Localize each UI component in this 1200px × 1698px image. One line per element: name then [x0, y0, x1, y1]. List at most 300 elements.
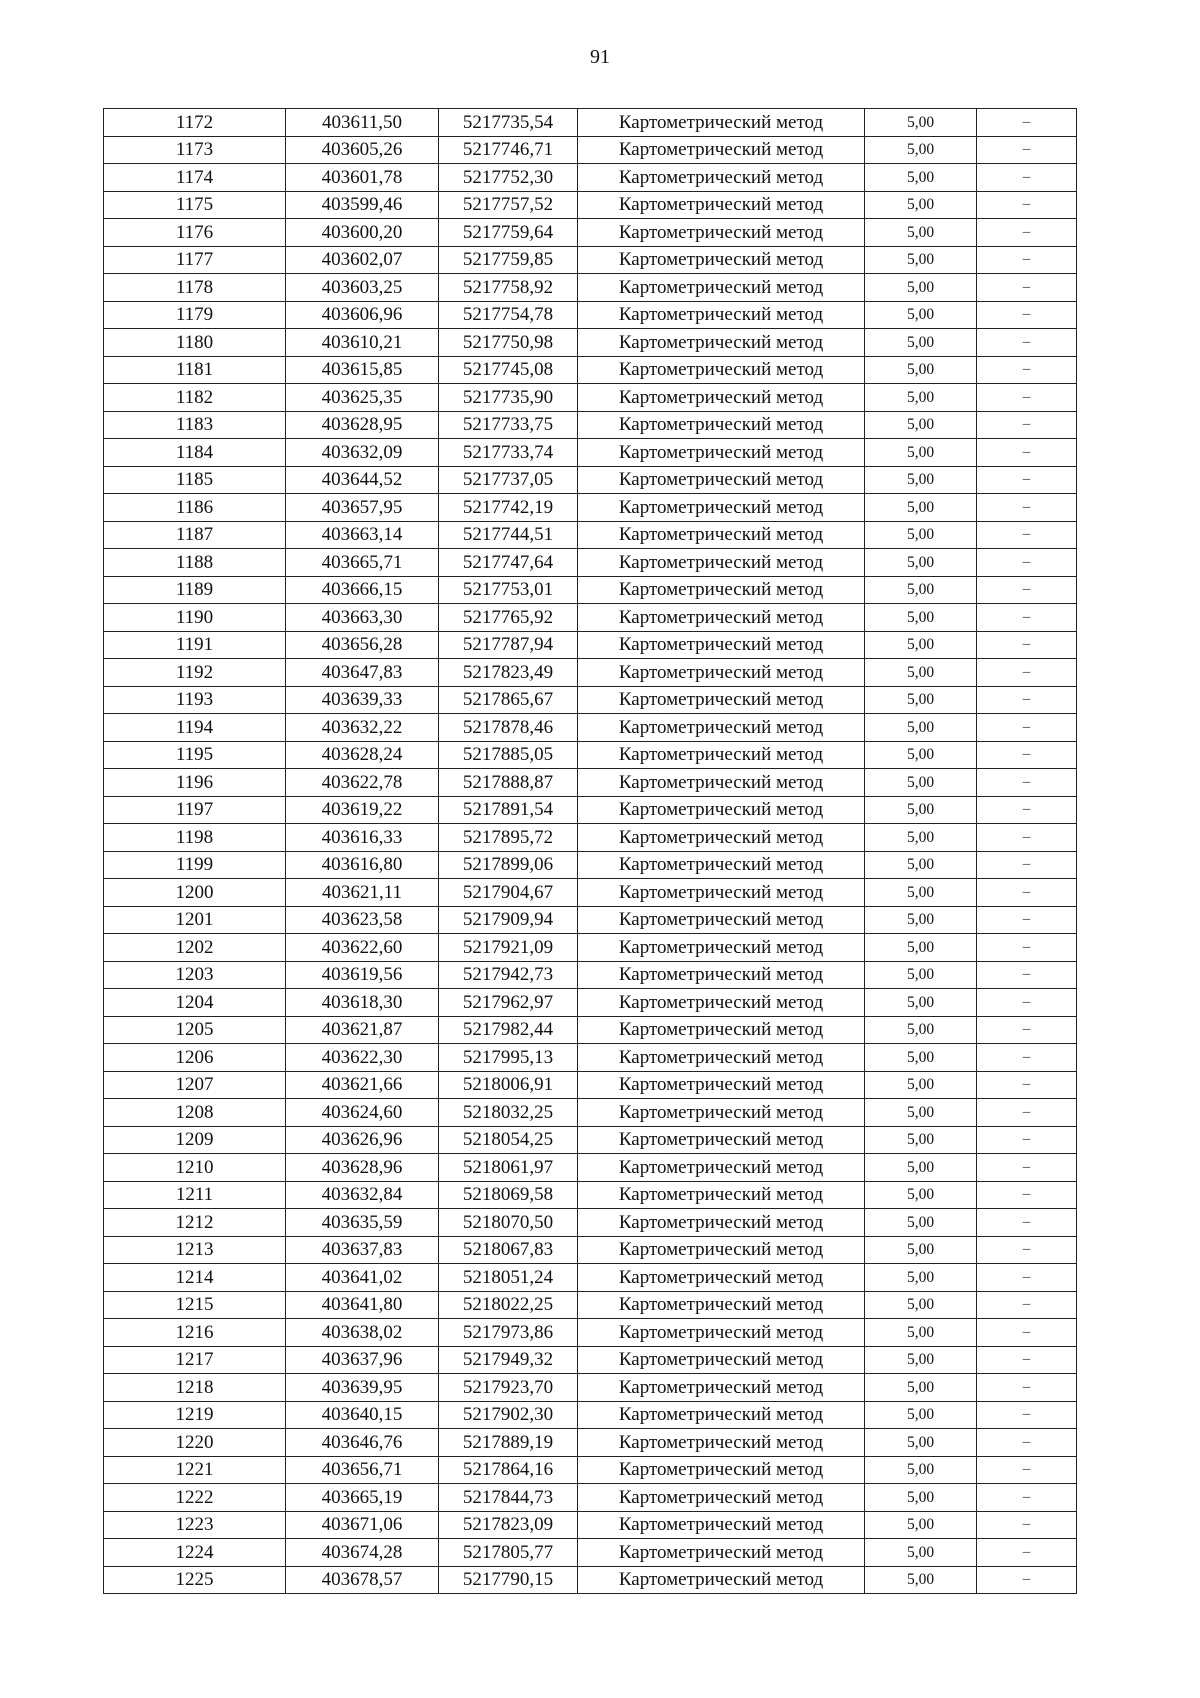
- accuracy-cell: 5,00: [865, 1456, 977, 1484]
- x-coordinate-cell: 403602,07: [286, 246, 439, 274]
- accuracy-cell: 5,00: [865, 604, 977, 632]
- accuracy-cell: 5,00: [865, 1181, 977, 1209]
- y-coordinate-cell: 5217982,44: [439, 1016, 578, 1044]
- method-cell: Картометрический метод: [578, 1319, 865, 1347]
- note-cell: –: [977, 1429, 1077, 1457]
- coordinates-table-body: [104, 109, 1077, 1594]
- point-number-cell: 1213: [104, 1236, 286, 1264]
- y-coordinate-cell: 5217757,52: [439, 191, 578, 219]
- accuracy-cell: 5,00: [865, 686, 977, 714]
- point-number-cell: 1214: [104, 1264, 286, 1292]
- x-coordinate-cell: 403606,96: [286, 301, 439, 329]
- table-row: [104, 851, 1077, 879]
- method-cell: Картометрический метод: [578, 521, 865, 549]
- x-coordinate-cell: 403641,02: [286, 1264, 439, 1292]
- x-coordinate-cell: 403618,30: [286, 989, 439, 1017]
- note-cell: –: [977, 851, 1077, 879]
- y-coordinate-cell: 5217878,46: [439, 714, 578, 742]
- point-number-cell: 1186: [104, 494, 286, 522]
- table-row: [104, 824, 1077, 852]
- table-row: [104, 1484, 1077, 1512]
- table-row: [104, 494, 1077, 522]
- accuracy-cell: 5,00: [865, 329, 977, 357]
- point-number-cell: 1175: [104, 191, 286, 219]
- y-coordinate-cell: 5217995,13: [439, 1044, 578, 1072]
- note-cell: –: [977, 301, 1077, 329]
- y-coordinate-cell: 5217746,71: [439, 136, 578, 164]
- note-cell: –: [977, 1071, 1077, 1099]
- x-coordinate-cell: 403665,71: [286, 549, 439, 577]
- x-coordinate-cell: 403622,60: [286, 934, 439, 962]
- note-cell: –: [977, 274, 1077, 302]
- accuracy-cell: 5,00: [865, 1016, 977, 1044]
- table-row: [104, 1236, 1077, 1264]
- table-row: [104, 191, 1077, 219]
- note-cell: –: [977, 164, 1077, 192]
- y-coordinate-cell: 5217753,01: [439, 576, 578, 604]
- y-coordinate-cell: 5218054,25: [439, 1126, 578, 1154]
- point-number-cell: 1208: [104, 1099, 286, 1127]
- method-cell: Картометрический метод: [578, 494, 865, 522]
- method-cell: Картометрический метод: [578, 1456, 865, 1484]
- x-coordinate-cell: 403632,84: [286, 1181, 439, 1209]
- x-coordinate-cell: 403625,35: [286, 384, 439, 412]
- point-number-cell: 1212: [104, 1209, 286, 1237]
- x-coordinate-cell: 403666,15: [286, 576, 439, 604]
- accuracy-cell: 5,00: [865, 1401, 977, 1429]
- point-number-cell: 1211: [104, 1181, 286, 1209]
- accuracy-cell: 5,00: [865, 879, 977, 907]
- method-cell: Картометрический метод: [578, 1291, 865, 1319]
- x-coordinate-cell: 403616,80: [286, 851, 439, 879]
- note-cell: –: [977, 714, 1077, 742]
- y-coordinate-cell: 5217899,06: [439, 851, 578, 879]
- method-cell: Картометрический метод: [578, 164, 865, 192]
- method-cell: Картометрический метод: [578, 1539, 865, 1567]
- x-coordinate-cell: 403611,50: [286, 109, 439, 137]
- accuracy-cell: 5,00: [865, 521, 977, 549]
- accuracy-cell: 5,00: [865, 1374, 977, 1402]
- table-row: [104, 301, 1077, 329]
- table-row: [104, 989, 1077, 1017]
- accuracy-cell: 5,00: [865, 1264, 977, 1292]
- y-coordinate-cell: 5217752,30: [439, 164, 578, 192]
- method-cell: Картометрический метод: [578, 356, 865, 384]
- point-number-cell: 1174: [104, 164, 286, 192]
- point-number-cell: 1173: [104, 136, 286, 164]
- y-coordinate-cell: 5217744,51: [439, 521, 578, 549]
- accuracy-cell: 5,00: [865, 301, 977, 329]
- method-cell: Картометрический метод: [578, 1126, 865, 1154]
- note-cell: –: [977, 961, 1077, 989]
- y-coordinate-cell: 5217904,67: [439, 879, 578, 907]
- method-cell: Картометрический метод: [578, 741, 865, 769]
- note-cell: –: [977, 879, 1077, 907]
- accuracy-cell: 5,00: [865, 411, 977, 439]
- table-row: [104, 769, 1077, 797]
- x-coordinate-cell: 403599,46: [286, 191, 439, 219]
- accuracy-cell: 5,00: [865, 631, 977, 659]
- point-number-cell: 1178: [104, 274, 286, 302]
- accuracy-cell: 5,00: [865, 796, 977, 824]
- table-row: [104, 466, 1077, 494]
- note-cell: –: [977, 1401, 1077, 1429]
- note-cell: –: [977, 631, 1077, 659]
- method-cell: Картометрический метод: [578, 384, 865, 412]
- x-coordinate-cell: 403632,09: [286, 439, 439, 467]
- note-cell: –: [977, 741, 1077, 769]
- note-cell: –: [977, 219, 1077, 247]
- method-cell: Картометрический метод: [578, 824, 865, 852]
- accuracy-cell: 5,00: [865, 109, 977, 137]
- table-row: [104, 549, 1077, 577]
- table-row: [104, 1044, 1077, 1072]
- x-coordinate-cell: 403663,30: [286, 604, 439, 632]
- method-cell: Картометрический метод: [578, 411, 865, 439]
- y-coordinate-cell: 5217923,70: [439, 1374, 578, 1402]
- accuracy-cell: 5,00: [865, 466, 977, 494]
- x-coordinate-cell: 403628,96: [286, 1154, 439, 1182]
- point-number-cell: 1216: [104, 1319, 286, 1347]
- y-coordinate-cell: 5217787,94: [439, 631, 578, 659]
- accuracy-cell: 5,00: [865, 1154, 977, 1182]
- x-coordinate-cell: 403624,60: [286, 1099, 439, 1127]
- x-coordinate-cell: 403639,33: [286, 686, 439, 714]
- note-cell: –: [977, 659, 1077, 687]
- table-row: [104, 411, 1077, 439]
- note-cell: –: [977, 109, 1077, 137]
- table-row: [104, 686, 1077, 714]
- table-row: [104, 934, 1077, 962]
- note-cell: –: [977, 989, 1077, 1017]
- y-coordinate-cell: 5218069,58: [439, 1181, 578, 1209]
- method-cell: Картометрический метод: [578, 466, 865, 494]
- accuracy-cell: 5,00: [865, 824, 977, 852]
- table-row: [104, 1016, 1077, 1044]
- point-number-cell: 1177: [104, 246, 286, 274]
- note-cell: –: [977, 1566, 1077, 1594]
- table-row: [104, 1071, 1077, 1099]
- table-row: [104, 1346, 1077, 1374]
- method-cell: Картометрический метод: [578, 1484, 865, 1512]
- y-coordinate-cell: 5217864,16: [439, 1456, 578, 1484]
- x-coordinate-cell: 403665,19: [286, 1484, 439, 1512]
- x-coordinate-cell: 403603,25: [286, 274, 439, 302]
- x-coordinate-cell: 403626,96: [286, 1126, 439, 1154]
- x-coordinate-cell: 403610,21: [286, 329, 439, 357]
- x-coordinate-cell: 403641,80: [286, 1291, 439, 1319]
- y-coordinate-cell: 5217759,64: [439, 219, 578, 247]
- accuracy-cell: 5,00: [865, 1319, 977, 1347]
- x-coordinate-cell: 403678,57: [286, 1566, 439, 1594]
- note-cell: –: [977, 934, 1077, 962]
- y-coordinate-cell: 5218006,91: [439, 1071, 578, 1099]
- table-row: [104, 1126, 1077, 1154]
- method-cell: Картометрический метод: [578, 109, 865, 137]
- method-cell: Картометрический метод: [578, 1099, 865, 1127]
- y-coordinate-cell: 5217962,97: [439, 989, 578, 1017]
- page-number: 91: [590, 46, 610, 68]
- point-number-cell: 1190: [104, 604, 286, 632]
- accuracy-cell: 5,00: [865, 1071, 977, 1099]
- table-row: [104, 906, 1077, 934]
- table-row: [104, 1429, 1077, 1457]
- point-number-cell: 1182: [104, 384, 286, 412]
- point-number-cell: 1199: [104, 851, 286, 879]
- x-coordinate-cell: 403605,26: [286, 136, 439, 164]
- note-cell: –: [977, 769, 1077, 797]
- method-cell: Картометрический метод: [578, 961, 865, 989]
- table-row: [104, 439, 1077, 467]
- table-row: [104, 879, 1077, 907]
- table-row: [104, 796, 1077, 824]
- method-cell: Картометрический метод: [578, 1071, 865, 1099]
- point-number-cell: 1185: [104, 466, 286, 494]
- point-number-cell: 1218: [104, 1374, 286, 1402]
- point-number-cell: 1198: [104, 824, 286, 852]
- y-coordinate-cell: 5217921,09: [439, 934, 578, 962]
- method-cell: Картометрический метод: [578, 879, 865, 907]
- x-coordinate-cell: 403663,14: [286, 521, 439, 549]
- table-row: [104, 219, 1077, 247]
- method-cell: Картометрический метод: [578, 1154, 865, 1182]
- y-coordinate-cell: 5217758,92: [439, 274, 578, 302]
- point-number-cell: 1209: [104, 1126, 286, 1154]
- x-coordinate-cell: 403674,28: [286, 1539, 439, 1567]
- x-coordinate-cell: 403637,83: [286, 1236, 439, 1264]
- table-row: [104, 329, 1077, 357]
- accuracy-cell: 5,00: [865, 1044, 977, 1072]
- point-number-cell: 1193: [104, 686, 286, 714]
- table-row: [104, 246, 1077, 274]
- y-coordinate-cell: 5217745,08: [439, 356, 578, 384]
- point-number-cell: 1196: [104, 769, 286, 797]
- table-row: [104, 274, 1077, 302]
- table-row: [104, 136, 1077, 164]
- method-cell: Картометрический метод: [578, 1566, 865, 1594]
- note-cell: –: [977, 1291, 1077, 1319]
- x-coordinate-cell: 403640,15: [286, 1401, 439, 1429]
- table-row: [104, 1566, 1077, 1594]
- point-number-cell: 1221: [104, 1456, 286, 1484]
- y-coordinate-cell: 5217891,54: [439, 796, 578, 824]
- point-number-cell: 1176: [104, 219, 286, 247]
- y-coordinate-cell: 5218070,50: [439, 1209, 578, 1237]
- y-coordinate-cell: 5217885,05: [439, 741, 578, 769]
- note-cell: –: [977, 494, 1077, 522]
- point-number-cell: 1201: [104, 906, 286, 934]
- x-coordinate-cell: 403646,76: [286, 1429, 439, 1457]
- method-cell: Картометрический метод: [578, 906, 865, 934]
- y-coordinate-cell: 5217742,19: [439, 494, 578, 522]
- y-coordinate-cell: 5218061,97: [439, 1154, 578, 1182]
- y-coordinate-cell: 5217973,86: [439, 1319, 578, 1347]
- note-cell: –: [977, 1236, 1077, 1264]
- y-coordinate-cell: 5217949,32: [439, 1346, 578, 1374]
- point-number-cell: 1207: [104, 1071, 286, 1099]
- y-coordinate-cell: 5217765,92: [439, 604, 578, 632]
- x-coordinate-cell: 403619,56: [286, 961, 439, 989]
- y-coordinate-cell: 5217805,77: [439, 1539, 578, 1567]
- x-coordinate-cell: 403671,06: [286, 1511, 439, 1539]
- note-cell: –: [977, 1209, 1077, 1237]
- note-cell: –: [977, 1181, 1077, 1209]
- note-cell: –: [977, 1099, 1077, 1127]
- note-cell: –: [977, 1154, 1077, 1182]
- table-row: [104, 741, 1077, 769]
- note-cell: –: [977, 136, 1077, 164]
- point-number-cell: 1217: [104, 1346, 286, 1374]
- y-coordinate-cell: 5217865,67: [439, 686, 578, 714]
- table-row: [104, 659, 1077, 687]
- method-cell: Картометрический метод: [578, 191, 865, 219]
- accuracy-cell: 5,00: [865, 1099, 977, 1127]
- table-row: [104, 1374, 1077, 1402]
- method-cell: Картометрический метод: [578, 989, 865, 1017]
- accuracy-cell: 5,00: [865, 219, 977, 247]
- accuracy-cell: 5,00: [865, 714, 977, 742]
- point-number-cell: 1183: [104, 411, 286, 439]
- note-cell: –: [977, 246, 1077, 274]
- y-coordinate-cell: 5217733,75: [439, 411, 578, 439]
- note-cell: –: [977, 1044, 1077, 1072]
- x-coordinate-cell: 403628,95: [286, 411, 439, 439]
- accuracy-cell: 5,00: [865, 384, 977, 412]
- accuracy-cell: 5,00: [865, 906, 977, 934]
- point-number-cell: 1184: [104, 439, 286, 467]
- y-coordinate-cell: 5217888,87: [439, 769, 578, 797]
- y-coordinate-cell: 5217735,54: [439, 109, 578, 137]
- method-cell: Картометрический метод: [578, 1209, 865, 1237]
- note-cell: –: [977, 824, 1077, 852]
- y-coordinate-cell: 5218051,24: [439, 1264, 578, 1292]
- accuracy-cell: 5,00: [865, 136, 977, 164]
- method-cell: Картометрический метод: [578, 604, 865, 632]
- method-cell: Картометрический метод: [578, 329, 865, 357]
- y-coordinate-cell: 5217759,85: [439, 246, 578, 274]
- y-coordinate-cell: 5217790,15: [439, 1566, 578, 1594]
- method-cell: Картометрический метод: [578, 1044, 865, 1072]
- point-number-cell: 1188: [104, 549, 286, 577]
- note-cell: –: [977, 1346, 1077, 1374]
- accuracy-cell: 5,00: [865, 246, 977, 274]
- accuracy-cell: 5,00: [865, 191, 977, 219]
- x-coordinate-cell: 403635,59: [286, 1209, 439, 1237]
- point-number-cell: 1172: [104, 109, 286, 137]
- note-cell: –: [977, 439, 1077, 467]
- x-coordinate-cell: 403622,30: [286, 1044, 439, 1072]
- accuracy-cell: 5,00: [865, 769, 977, 797]
- y-coordinate-cell: 5217747,64: [439, 549, 578, 577]
- point-number-cell: 1203: [104, 961, 286, 989]
- method-cell: Картометрический метод: [578, 1401, 865, 1429]
- table-row: [104, 1539, 1077, 1567]
- x-coordinate-cell: 403628,24: [286, 741, 439, 769]
- method-cell: Картометрический метод: [578, 439, 865, 467]
- note-cell: –: [977, 191, 1077, 219]
- method-cell: Картометрический метод: [578, 246, 865, 274]
- note-cell: –: [977, 549, 1077, 577]
- accuracy-cell: 5,00: [865, 989, 977, 1017]
- x-coordinate-cell: 403656,71: [286, 1456, 439, 1484]
- table-row: [104, 1154, 1077, 1182]
- y-coordinate-cell: 5217844,73: [439, 1484, 578, 1512]
- table-row: [104, 521, 1077, 549]
- point-number-cell: 1215: [104, 1291, 286, 1319]
- accuracy-cell: 5,00: [865, 576, 977, 604]
- table-row: [104, 1401, 1077, 1429]
- table-row: [104, 1099, 1077, 1127]
- point-number-cell: 1202: [104, 934, 286, 962]
- method-cell: Картометрический метод: [578, 136, 865, 164]
- table-row: [104, 1319, 1077, 1347]
- table-row: [104, 164, 1077, 192]
- table-row: [104, 356, 1077, 384]
- y-coordinate-cell: 5218022,25: [439, 1291, 578, 1319]
- x-coordinate-cell: 403621,66: [286, 1071, 439, 1099]
- method-cell: Картометрический метод: [578, 631, 865, 659]
- y-coordinate-cell: 5217823,49: [439, 659, 578, 687]
- x-coordinate-cell: 403644,52: [286, 466, 439, 494]
- point-number-cell: 1187: [104, 521, 286, 549]
- point-number-cell: 1210: [104, 1154, 286, 1182]
- table-row: [104, 576, 1077, 604]
- point-number-cell: 1195: [104, 741, 286, 769]
- accuracy-cell: 5,00: [865, 274, 977, 302]
- accuracy-cell: 5,00: [865, 164, 977, 192]
- note-cell: –: [977, 329, 1077, 357]
- note-cell: –: [977, 356, 1077, 384]
- note-cell: –: [977, 1484, 1077, 1512]
- accuracy-cell: 5,00: [865, 494, 977, 522]
- table-row: [104, 1181, 1077, 1209]
- point-number-cell: 1180: [104, 329, 286, 357]
- x-coordinate-cell: 403621,11: [286, 879, 439, 907]
- method-cell: Картометрический метод: [578, 769, 865, 797]
- x-coordinate-cell: 403637,96: [286, 1346, 439, 1374]
- x-coordinate-cell: 403632,22: [286, 714, 439, 742]
- note-cell: –: [977, 1511, 1077, 1539]
- accuracy-cell: 5,00: [865, 1209, 977, 1237]
- accuracy-cell: 5,00: [865, 741, 977, 769]
- table-row: [104, 604, 1077, 632]
- note-cell: –: [977, 604, 1077, 632]
- coordinates-table: [103, 108, 1077, 1594]
- note-cell: –: [977, 384, 1077, 412]
- accuracy-cell: 5,00: [865, 1236, 977, 1264]
- note-cell: –: [977, 1374, 1077, 1402]
- method-cell: Картометрический метод: [578, 1511, 865, 1539]
- point-number-cell: 1197: [104, 796, 286, 824]
- method-cell: Картометрический метод: [578, 549, 865, 577]
- note-cell: –: [977, 1016, 1077, 1044]
- point-number-cell: 1206: [104, 1044, 286, 1072]
- point-number-cell: 1223: [104, 1511, 286, 1539]
- method-cell: Картометрический метод: [578, 1236, 865, 1264]
- note-cell: –: [977, 576, 1077, 604]
- method-cell: Картометрический метод: [578, 576, 865, 604]
- accuracy-cell: 5,00: [865, 439, 977, 467]
- accuracy-cell: 5,00: [865, 1566, 977, 1594]
- table-row: [104, 631, 1077, 659]
- table-row: [104, 384, 1077, 412]
- point-number-cell: 1191: [104, 631, 286, 659]
- table-row: [104, 1264, 1077, 1292]
- method-cell: Картометрический метод: [578, 219, 865, 247]
- x-coordinate-cell: 403615,85: [286, 356, 439, 384]
- y-coordinate-cell: 5217754,78: [439, 301, 578, 329]
- note-cell: –: [977, 411, 1077, 439]
